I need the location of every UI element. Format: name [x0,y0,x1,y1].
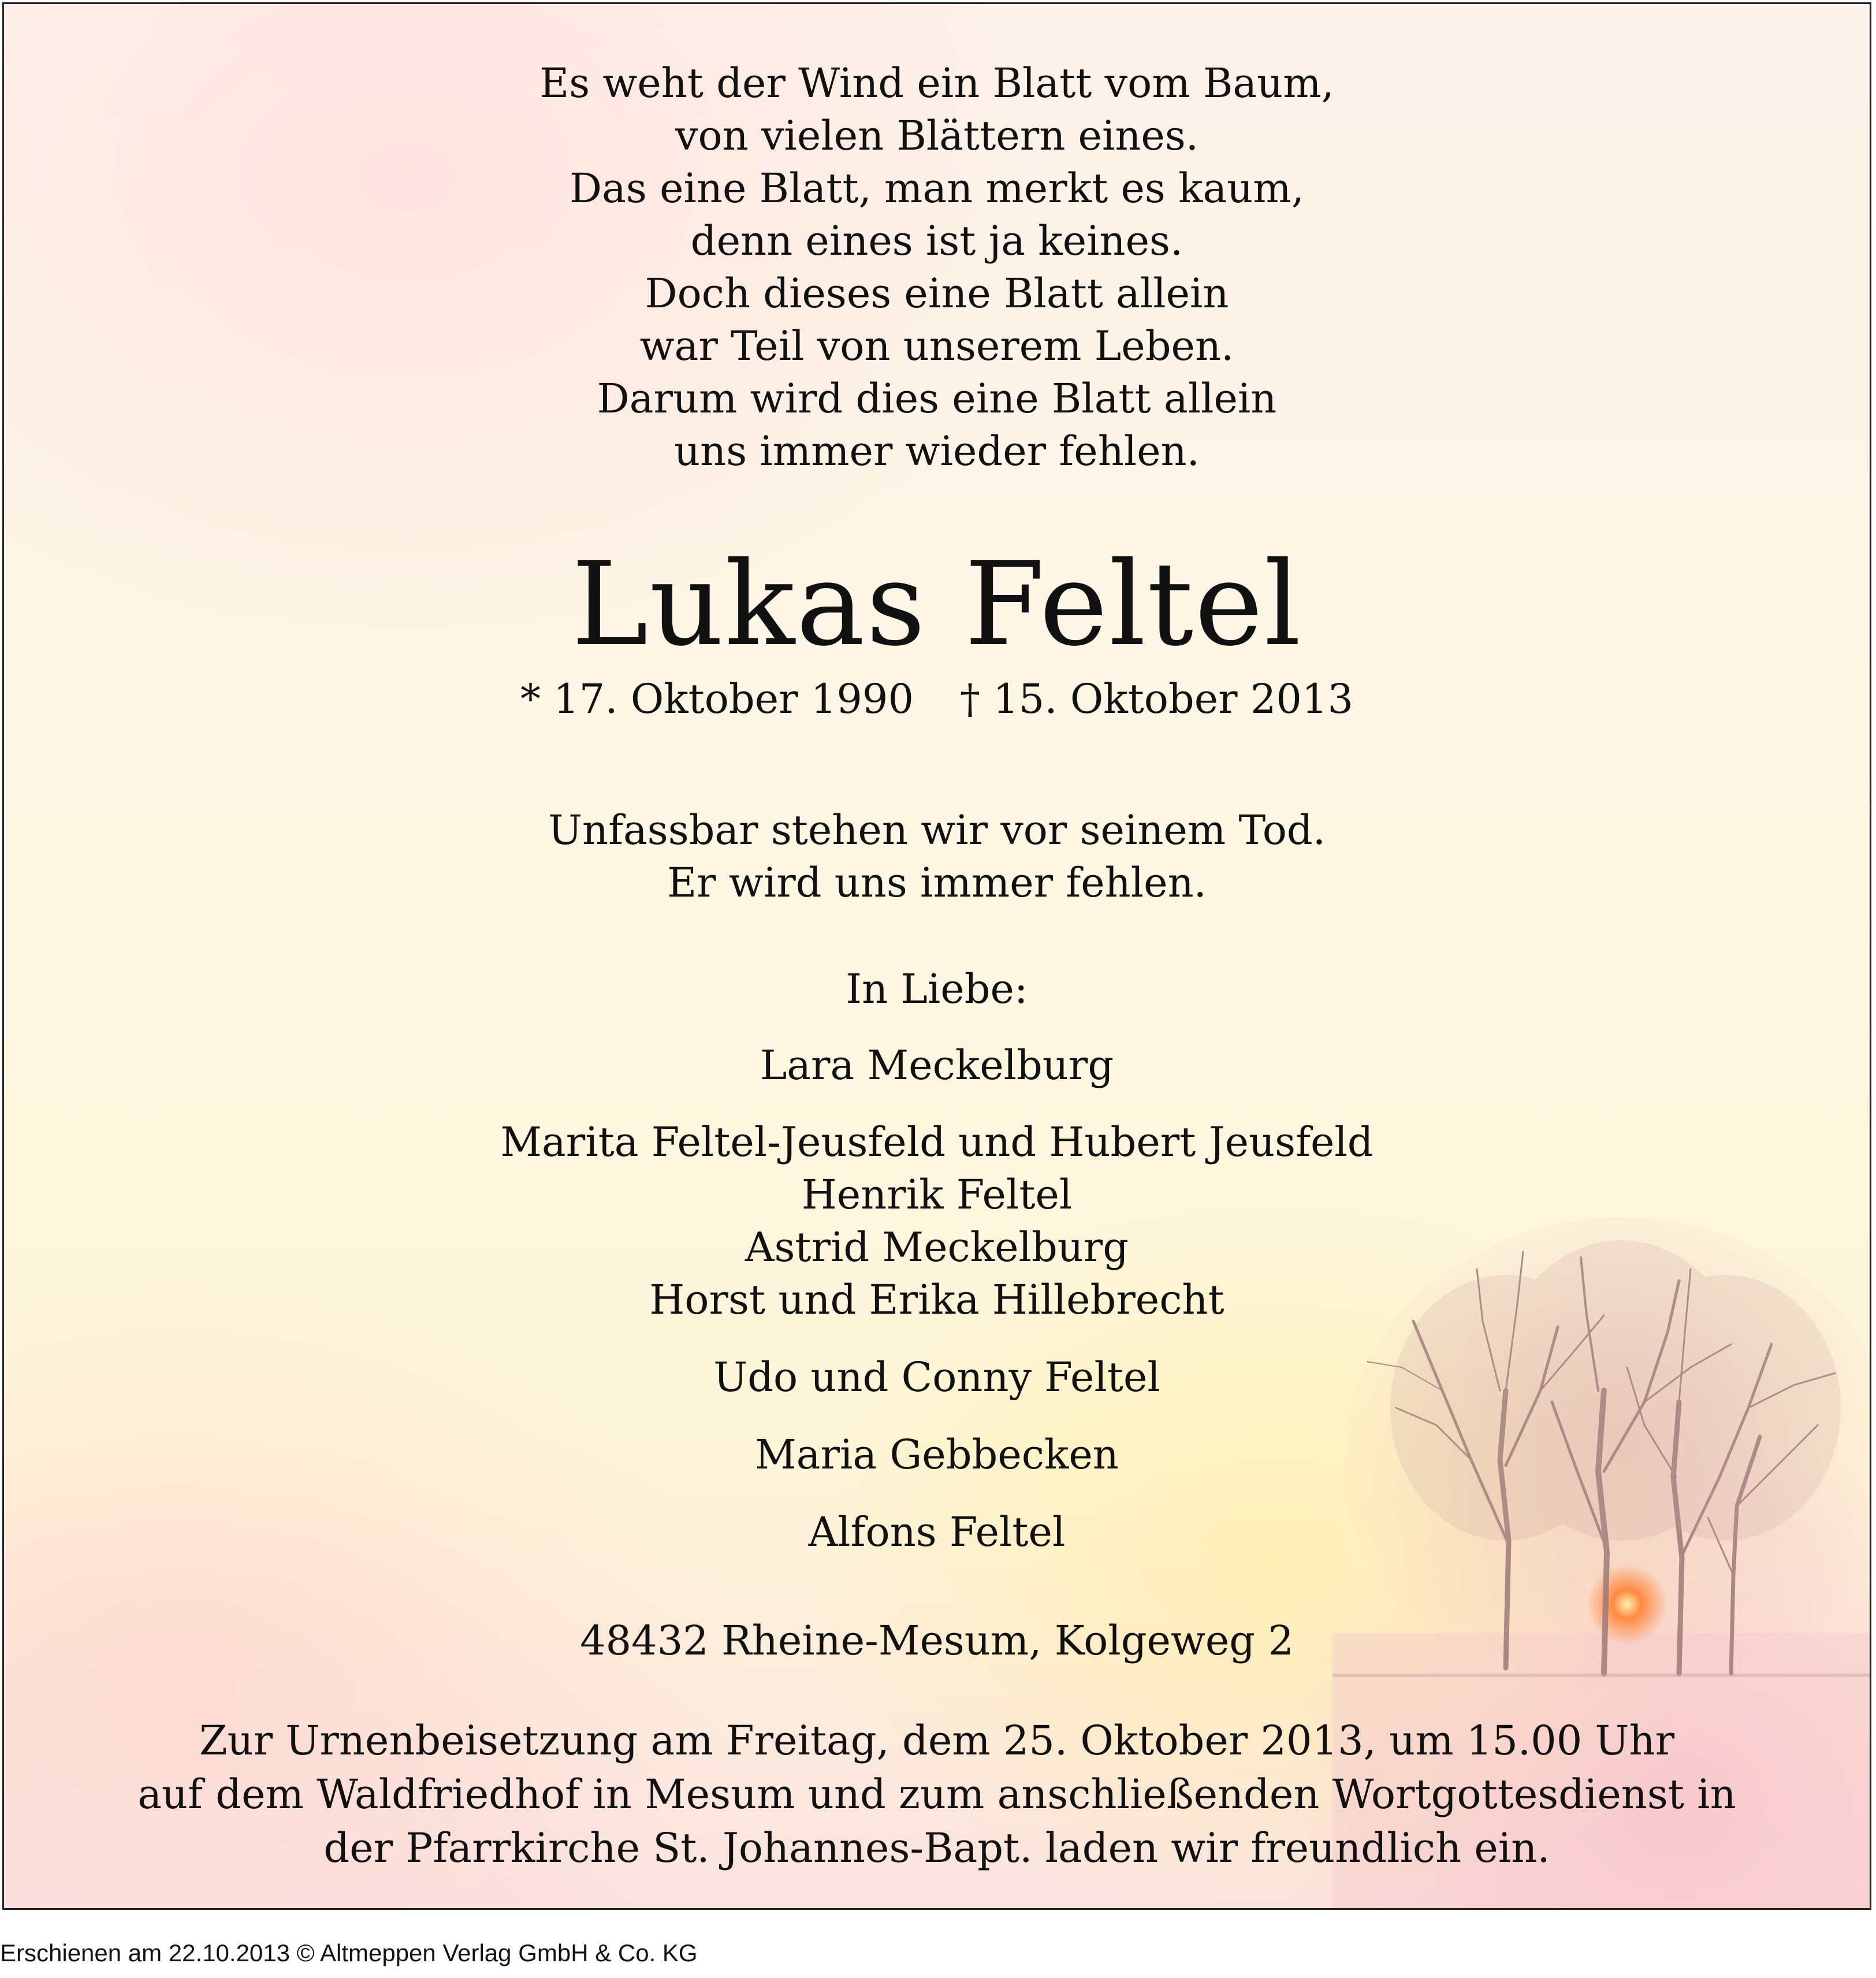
mourner-name: Marita Feltel-Jeusfeld und Hubert Jeusfeld [500,1118,1374,1166]
obituary-card [2,2,1871,1910]
poem-line: von vielen Blättern eines. [675,112,1199,159]
funeral-notice-line: Zur Urnenbeisetzung am Freitag, dem 25. Oktober 2013, um 15.00 Uhr [199,1717,1675,1764]
poem-line: Doch dieses eine Blatt allein [645,270,1229,317]
funeral-notice-line: auf dem Waldfriedhof in Mesum und zum anschließenden Wortgottesdienst in [137,1771,1736,1818]
death-date: † 15. Oktober 2013 [960,675,1353,723]
mourner-name: Astrid Meckelburg [745,1224,1129,1271]
publication-credit: Erschienen am 22.10.2013 © Altmeppen Verlag GmbH & Co. KG [0,1939,698,1966]
poem-line: Es weht der Wind ein Blatt vom Baum, [539,60,1334,107]
mourner-name: Maria Gebbecken [755,1431,1119,1478]
funeral-notice-line: der Pfarrkirche St. Johannes-Bapt. laden wir freundlich ein. [323,1824,1550,1872]
poem [4,57,1870,478]
poem-line: denn eines ist ja keines. [690,217,1183,265]
mourner-name: Lara Meckelburg [760,1042,1114,1089]
address: 48432 Rheine-Mesum, Kolgeweg 2 [580,1617,1294,1664]
mourner-group [4,1039,1870,1092]
mourner-name: Horst und Erika Hillebrecht [649,1276,1224,1323]
in-love-label: In Liebe: [846,965,1028,1013]
mourner-name: Alfons Feltel [808,1508,1066,1556]
message [4,804,1870,909]
mourner-group [4,1116,1870,1326]
mourner-name: Henrik Feltel [801,1171,1073,1218]
mourner-group [4,1429,1870,1481]
mourner-group [4,1351,1870,1404]
message-line: Unfassbar stehen wir vor seinem Tod. [548,806,1326,854]
birth-date: * 17. Oktober 1990 [520,675,914,723]
poem-line: uns immer wieder fehlen. [674,427,1200,475]
mourner-group [4,1506,1870,1559]
poem-line: Das eine Blatt, man merkt es kaum, [570,165,1304,212]
mourner-name: Udo und Conny Feltel [713,1354,1160,1401]
life-dates [4,673,1870,725]
deceased-name: Lukas Feltel [571,537,1302,672]
poem-line: war Teil von unserem Leben. [639,322,1234,370]
message-line: Er wird uns immer fehlen. [667,859,1207,906]
funeral-notice [4,1714,1870,1875]
poem-line: Darum wird dies eine Blatt allein [597,375,1277,422]
